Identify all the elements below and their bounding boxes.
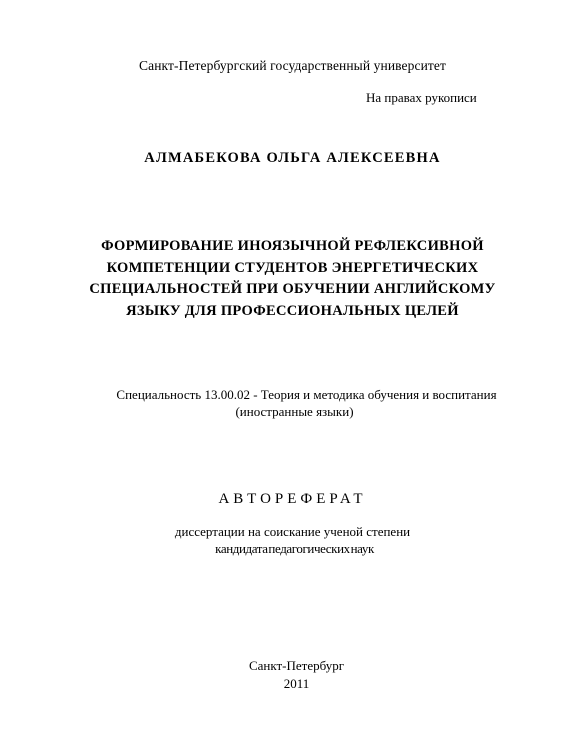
title-line: ФОРМИРОВАНИЕ ИНОЯЗЫЧНОЙ РЕФЛЕКСИВНОЙ bbox=[101, 238, 484, 254]
university-name: Санкт-Петербургский государственный университет bbox=[139, 58, 446, 73]
year: 2011 bbox=[283, 676, 310, 691]
degree-block bbox=[0, 523, 585, 557]
specialty-line: (иностранные языки) bbox=[235, 404, 354, 419]
city: Санкт-Петербург bbox=[248, 658, 345, 673]
dissertation-title bbox=[0, 236, 585, 322]
degree-line: кандидата педагогических наук bbox=[215, 541, 374, 556]
degree-line: диссертации на соискание ученой степени bbox=[174, 524, 411, 539]
specialty-block bbox=[0, 386, 585, 420]
document-type-heading: АВТОРЕФЕРАТ bbox=[218, 491, 367, 507]
specialty-line: Специальность 13.00.02 - Теория и методика обучения и воспитания bbox=[116, 387, 497, 402]
title-line: ЯЗЫКУ ДЛЯ ПРОФЕССИОНАЛЬНЫХ ЦЕЛЕЙ bbox=[126, 302, 459, 319]
author-name: АЛМАБЕКОВА ОЛЬГА АЛЕКСЕЕВНА bbox=[144, 150, 441, 166]
title-line: СПЕЦИАЛЬНОСТЕЙ ПРИ ОБУЧЕНИИ АНГЛИЙСКОМУ bbox=[89, 281, 496, 297]
title-line: КОМПЕТЕНЦИИ СТУДЕНТОВ ЭНЕРГЕТИЧЕСКИХ bbox=[106, 259, 479, 276]
rights-note: На правах рукописи bbox=[366, 90, 477, 105]
